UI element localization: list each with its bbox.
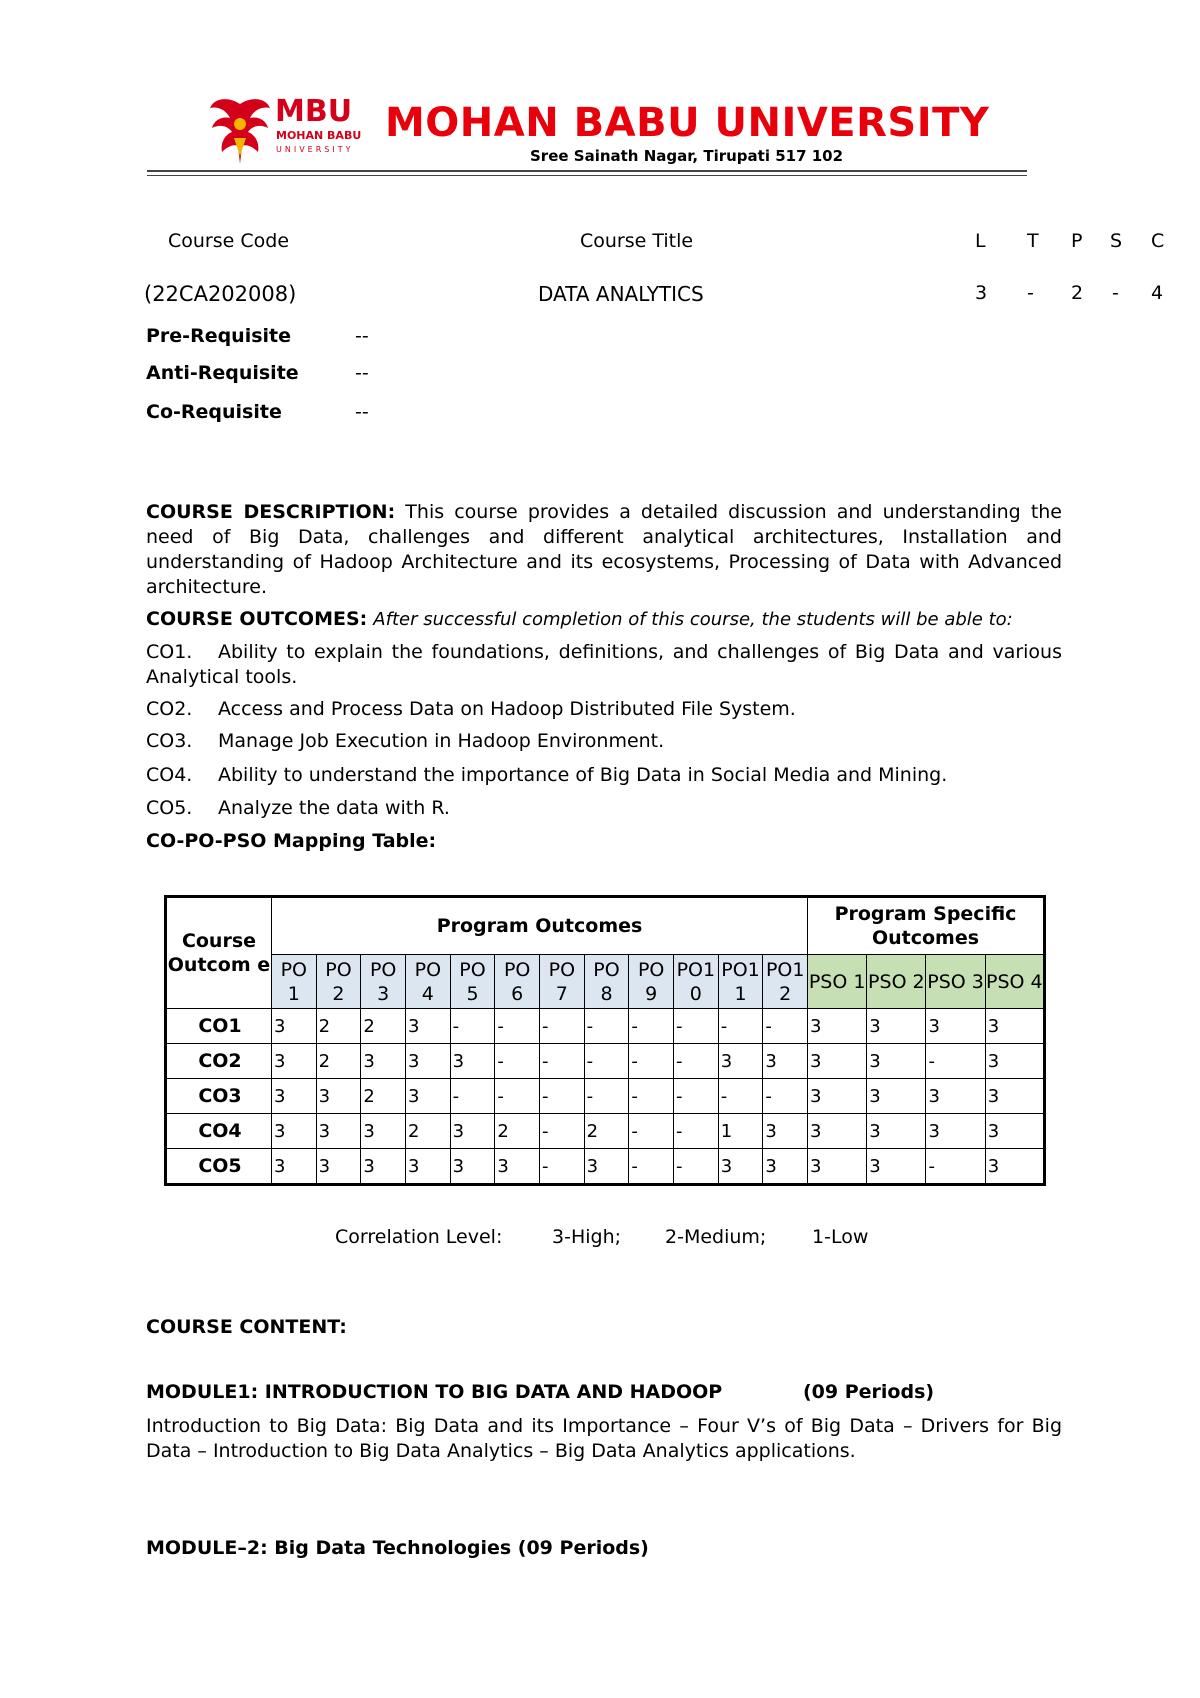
po-header-10: PO1 0: [674, 955, 719, 1009]
mapping-cell: 2: [361, 1079, 406, 1114]
mapping-cell: 3: [450, 1114, 495, 1149]
program-outcomes-header: Program Outcomes: [271, 897, 807, 955]
table-row: [166, 1079, 1045, 1114]
correlation-low: 1-Low: [812, 1226, 869, 1248]
mapping-cell: 3: [926, 1079, 985, 1114]
mapping-table-title: CO-PO-PSO Mapping Table:: [146, 830, 437, 852]
row-course-outcome: CO4: [166, 1114, 272, 1149]
pso-header: Program Specific Outcomes: [808, 897, 1045, 955]
outcome-text: Access and Process Data on Hadoop Distributed File System.: [218, 698, 796, 720]
mapping-cell: 3: [718, 1044, 763, 1079]
mapping-cell: -: [926, 1149, 985, 1185]
po-header-1: PO 1: [271, 955, 316, 1009]
mapping-cell: -: [674, 1044, 719, 1079]
mapping-cell: 3: [926, 1009, 985, 1044]
outcome-item-2: [146, 697, 1062, 722]
logo-text: MBU: [275, 94, 353, 129]
prereq-label: Pre-Requisite: [146, 325, 292, 347]
course-outcomes-intro: After successful completion of this course, the students will be able to:: [373, 609, 1013, 630]
antireq-value: --: [355, 362, 369, 384]
mapping-cell: 3: [926, 1114, 985, 1149]
mapping-cell: 3: [763, 1114, 808, 1149]
antireq-label: Anti-Requisite: [146, 362, 299, 384]
mapping-cell: -: [629, 1079, 674, 1114]
pso-header-3: PSO 3: [926, 955, 985, 1009]
ltpsc-label-t: T: [1027, 230, 1039, 252]
module1-text: Introduction to Big Data: Big Data and its Importance – Four V’s of Big Data – Drivers for Big Data – Introduction to Big Data Analytics – Big Data Analytics applications.: [146, 1415, 1062, 1462]
mapping-cell: 3: [985, 1044, 1044, 1079]
mapping-cell: -: [495, 1079, 540, 1114]
mapping-cell: 3: [763, 1044, 808, 1079]
mapping-cell: 3: [985, 1009, 1044, 1044]
outcome-item-4: [146, 763, 1062, 788]
prereq-value: --: [355, 325, 369, 347]
mapping-cell: 3: [271, 1009, 316, 1044]
coreq-value: --: [355, 401, 369, 423]
mapping-cell: 2: [316, 1044, 361, 1079]
po-header-row: [166, 955, 1045, 1009]
mapping-cell: 3: [316, 1114, 361, 1149]
mapping-cell: -: [540, 1149, 585, 1185]
mapping-cell: 3: [808, 1044, 867, 1079]
mapping-cell: 3: [405, 1149, 450, 1185]
mapping-cell: -: [540, 1009, 585, 1044]
mapping-cell: 3: [316, 1149, 361, 1185]
outcome-text: Ability to explain the foundations, definitions, and challenges of Big Data and various Analytical tools.: [146, 641, 1062, 688]
po-header-12: PO1 2: [763, 955, 808, 1009]
outcome-number: CO4.: [146, 764, 193, 786]
pso-header-1: PSO 1: [808, 955, 867, 1009]
mapping-cell: -: [674, 1149, 719, 1185]
ltpsc-value-c: 4: [1151, 282, 1164, 304]
row-course-outcome: CO1: [166, 1009, 272, 1044]
outcome-item-3: [146, 729, 1062, 754]
outcome-text: Ability to understand the importance of Big Data in Social Media and Mining.: [218, 764, 948, 786]
po-header-4: PO 4: [405, 955, 450, 1009]
logo-subtext-2: UNIVERSITY: [276, 145, 354, 154]
correlation-medium: 2-Medium;: [665, 1226, 767, 1248]
mapping-cell: -: [629, 1149, 674, 1185]
po-header-6: PO 6: [495, 955, 540, 1009]
mapping-cell: 3: [316, 1079, 361, 1114]
po-header-11: PO1 1: [718, 955, 763, 1009]
mapping-cell: 3: [867, 1044, 926, 1079]
course-outcome-header: Course Outcom e: [166, 897, 272, 1009]
mapping-cell: 3: [405, 1009, 450, 1044]
outcome-item-5: [146, 796, 1062, 821]
mapping-cell: -: [926, 1044, 985, 1079]
co-po-pso-mapping-table: [164, 895, 1046, 1186]
ltpsc-value-l: 3: [975, 282, 988, 304]
table-row: [166, 1009, 1045, 1044]
mapping-cell: -: [629, 1009, 674, 1044]
correlation-high: 3-High;: [552, 1226, 622, 1248]
mapping-cell: 3: [271, 1114, 316, 1149]
mapping-cell: 3: [405, 1044, 450, 1079]
pso-header-2: PSO 2: [867, 955, 926, 1009]
row-course-outcome: CO3: [166, 1079, 272, 1114]
correlation-label: Correlation Level:: [335, 1226, 503, 1248]
table-row: [166, 1149, 1045, 1185]
mapping-cell: 3: [361, 1044, 406, 1079]
mapping-cell: 3: [867, 1079, 926, 1114]
course-code-label: Course Code: [168, 230, 290, 252]
course-outcomes-heading: [146, 607, 1062, 632]
course-content-label: COURSE CONTENT:: [146, 1316, 347, 1338]
mapping-cell: 3: [808, 1009, 867, 1044]
module1-title: MODULE1: INTRODUCTION TO BIG DATA AND HADOOP: [146, 1381, 723, 1403]
mapping-cell: -: [629, 1044, 674, 1079]
outcome-text: Analyze the data with R.: [218, 797, 450, 819]
ltpsc-label-s: S: [1110, 230, 1123, 252]
mapping-cell: 2: [584, 1114, 629, 1149]
po-header-8: PO 8: [584, 955, 629, 1009]
mapping-cell: -: [450, 1009, 495, 1044]
po-header-2: PO 2: [316, 955, 361, 1009]
ltpsc-label-l: L: [975, 230, 986, 252]
mapping-cell: -: [718, 1079, 763, 1114]
mapping-cell: -: [584, 1009, 629, 1044]
po-header-5: PO 5: [450, 955, 495, 1009]
mapping-cell: -: [629, 1114, 674, 1149]
po-header-3: PO 3: [361, 955, 406, 1009]
mapping-cell: 3: [808, 1079, 867, 1114]
mapping-cell: 3: [808, 1114, 867, 1149]
mapping-cell: 3: [985, 1079, 1044, 1114]
mapping-cell: 3: [450, 1044, 495, 1079]
mapping-cell: -: [674, 1009, 719, 1044]
mapping-cell: 3: [450, 1149, 495, 1185]
logo-subtext: MOHAN BABU: [276, 129, 362, 142]
header-divider-thin: [147, 175, 1027, 176]
outcome-text: Manage Job Execution in Hadoop Environment.: [218, 730, 665, 752]
mapping-cell: -: [584, 1079, 629, 1114]
po-header-7: PO 7: [540, 955, 585, 1009]
mapping-cell: 3: [867, 1009, 926, 1044]
mapping-cell: 3: [495, 1149, 540, 1185]
course-outcomes-label: COURSE OUTCOMES:: [146, 608, 368, 630]
mapping-cell: 3: [271, 1079, 316, 1114]
mapping-cell: 2: [316, 1009, 361, 1044]
table-row: [166, 1044, 1045, 1079]
ltpsc-label-p: P: [1071, 230, 1083, 252]
course-description-text: This course provides a detailed discussion and understanding the need of Big Data, challenges and different analytical architectures, Installation and understanding of Hadoop Architecture and its ecosystems, Processing of Data with Advanced architecture.: [146, 501, 1063, 598]
course-title: DATA ANALYTICS: [538, 282, 704, 306]
mapping-cell: 3: [361, 1149, 406, 1185]
mapping-cell: -: [763, 1009, 808, 1044]
outcome-number: CO3.: [146, 730, 193, 752]
mapping-cell: -: [540, 1114, 585, 1149]
mapping-cell: 3: [271, 1044, 316, 1079]
university-address: Sree Sainath Nagar, Tirupati 517 102: [530, 147, 844, 165]
mapping-cell: 3: [867, 1149, 926, 1185]
mapping-cell: -: [495, 1009, 540, 1044]
course-description-label: COURSE DESCRIPTION:: [146, 501, 396, 523]
mapping-cell: -: [450, 1079, 495, 1114]
course-code: (22CA202008): [144, 282, 297, 306]
row-course-outcome: CO2: [166, 1044, 272, 1079]
row-course-outcome: CO5: [166, 1149, 272, 1185]
mapping-cell: 3: [584, 1149, 629, 1185]
po-header-9: PO 9: [629, 955, 674, 1009]
mapping-cell: -: [674, 1114, 719, 1149]
mapping-table-body: [166, 1009, 1045, 1185]
module2-title: MODULE–2: Big Data Technologies (09 Periods): [146, 1537, 649, 1559]
mapping-cell: 2: [495, 1114, 540, 1149]
mapping-cell: 3: [271, 1149, 316, 1185]
mapping-cell: 3: [718, 1149, 763, 1185]
mapping-cell: -: [540, 1079, 585, 1114]
table-row: [166, 1114, 1045, 1149]
mapping-cell: -: [763, 1079, 808, 1114]
mapping-cell: -: [674, 1079, 719, 1114]
mapping-cell: -: [718, 1009, 763, 1044]
outcome-number: CO2.: [146, 698, 193, 720]
university-name: MOHAN BABU UNIVERSITY: [385, 100, 990, 146]
outcome-number: CO1.: [146, 641, 193, 663]
course-description: [146, 500, 1062, 600]
mapping-cell: 3: [361, 1114, 406, 1149]
mapping-cell: -: [584, 1044, 629, 1079]
university-crest-logo: [208, 94, 272, 166]
mapping-cell: 3: [985, 1149, 1044, 1185]
ltpsc-label-c: C: [1151, 230, 1165, 252]
mapping-cell: 2: [405, 1114, 450, 1149]
mapping-cell: -: [495, 1044, 540, 1079]
course-title-label: Course Title: [580, 230, 694, 252]
mapping-cell: 3: [808, 1149, 867, 1185]
outcome-item-1: [146, 640, 1062, 690]
mapping-cell: 1: [718, 1114, 763, 1149]
ltpsc-value-s: -: [1112, 282, 1119, 304]
mapping-cell: -: [540, 1044, 585, 1079]
mapping-cell: 3: [763, 1149, 808, 1185]
mapping-cell: 3: [405, 1079, 450, 1114]
module1-periods: (09 Periods): [803, 1381, 935, 1403]
ltpsc-value-p: 2: [1071, 282, 1084, 304]
mapping-cell: 3: [867, 1114, 926, 1149]
pso-header-4: PSO 4: [985, 955, 1044, 1009]
coreq-label: Co-Requisite: [146, 401, 282, 423]
outcome-number: CO5.: [146, 797, 193, 819]
mapping-cell: 3: [985, 1114, 1044, 1149]
header-divider: [147, 170, 1027, 172]
mapping-cell: 2: [361, 1009, 406, 1044]
ltpsc-value-t: -: [1027, 282, 1034, 304]
